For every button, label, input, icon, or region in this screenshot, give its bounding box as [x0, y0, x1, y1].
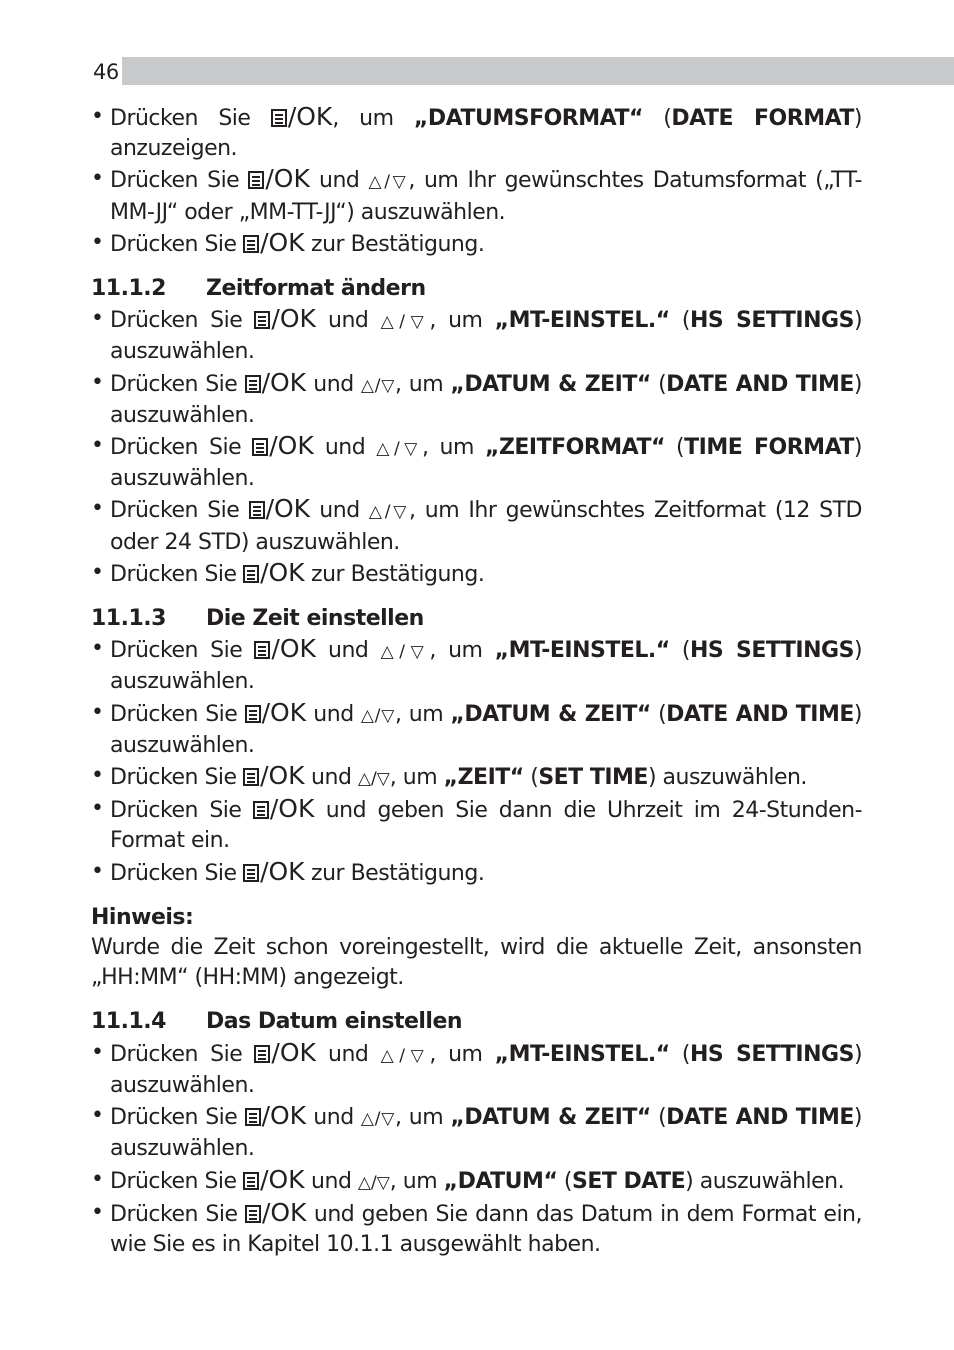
page-header-bar [91, 57, 954, 85]
menu-ok-icon: /OK [252, 431, 314, 463]
list-item: • Drücken Sie /OK und geben Sie dann das Datum in dem Format ein, wie Sie es in Kapitel 10.1.1 ausgewählt haben. [91, 1198, 862, 1260]
up-down-icon: △/▽ [357, 769, 390, 790]
list-item: • Drücken Sie /OK zur Bestätigung. [91, 558, 862, 590]
menu-ok-icon: /OK [254, 304, 316, 336]
menu-ok-icon: /OK [245, 1198, 307, 1230]
list-item: • Drücken Sie /OK und △/▽, um „DATUM“ (SET DATE) auszuwählen. [91, 1165, 862, 1198]
intro-list [91, 102, 862, 260]
menu-ok-icon: /OK [243, 228, 305, 260]
menu-ok-icon: /OK [248, 164, 310, 196]
section-list [91, 304, 862, 590]
document-body [91, 102, 862, 1260]
list-item: • Drücken Sie /OK und △/▽, um „DATUM & ZEIT“ (DATE AND TIME) auszuwählen. [91, 1101, 862, 1164]
menu-ok-icon: /OK [254, 634, 316, 666]
section-heading: 11.1.3 Die Zeit einstellen [91, 606, 424, 632]
list-item: • Drücken Sie /OK und geben Sie dann die Uhrzeit im 24-Stunden-Format ein. [91, 794, 862, 856]
menu-ok-icon: /OK [245, 368, 307, 400]
menu-ok-icon: /OK [271, 102, 333, 134]
menu-ok-icon: /OK [245, 1101, 307, 1133]
up-down-icon: △/▽ [376, 439, 422, 460]
menu-ok-icon: /OK [243, 761, 305, 793]
note-heading: Hinweis: [91, 904, 194, 930]
list-item: • Drücken Sie /OK zur Bestätigung. [91, 228, 862, 260]
up-down-icon: △/▽ [368, 172, 409, 193]
list-item: • Drücken Sie /OK und △/▽, um „MT-EINSTEL.“ (HS SETTINGS) auszuwählen. [91, 304, 862, 367]
section-list [91, 1038, 862, 1260]
section-heading: 11.1.4 Das Datum einstellen [91, 1009, 463, 1035]
up-down-icon: △/▽ [360, 705, 396, 726]
up-down-icon: △/▽ [380, 1045, 430, 1066]
list-item: • Drücken Sie /OK und △/▽, um „ZEITFORMAT“ (TIME FORMAT) auszuwählen. [91, 431, 862, 494]
up-down-icon: △/▽ [357, 1172, 390, 1193]
list-item: • Drücken Sie /OK zur Bestätigung. [91, 857, 862, 889]
section-heading: 11.1.2 Zeitformat ändern [91, 276, 426, 302]
menu-ok-icon: /OK [253, 794, 315, 826]
list-item: • Drücken Sie /OK und △/▽, um „MT-EINSTEL.“ (HS SETTINGS) auszuwählen. [91, 634, 862, 697]
up-down-icon: △/▽ [360, 375, 396, 396]
list-item: • Drücken Sie /OK, um „DATUMSFORMAT“ (DATE FORMAT) anzuzeigen. [91, 102, 862, 164]
list-item: • Drücken Sie /OK und △/▽, um Ihr gewünschtes Datumsformat („TT-MM-JJ“ oder „MM-TT-JJ“) auszuwählen. [91, 164, 862, 227]
up-down-icon: △/▽ [368, 502, 410, 523]
list-item: • Drücken Sie /OK und △/▽, um „ZEIT“ (SET TIME) auszuwählen. [91, 761, 862, 794]
list-item: • Drücken Sie /OK und △/▽, um „MT-EINSTEL.“ (HS SETTINGS) auszuwählen. [91, 1038, 862, 1101]
menu-ok-icon: /OK [254, 1038, 316, 1070]
up-down-icon: △/▽ [380, 642, 430, 663]
menu-ok-icon: /OK [243, 558, 305, 590]
list-item: • Drücken Sie /OK und △/▽, um Ihr gewünschtes Zeitformat (12 STD oder 24 STD) auszuwählen. [91, 494, 862, 557]
up-down-icon: △/▽ [380, 312, 430, 333]
page-number: 46 [91, 57, 122, 85]
section-list [91, 634, 862, 889]
menu-ok-icon: /OK [243, 857, 305, 889]
list-item: • Drücken Sie /OK und △/▽, um „DATUM & ZEIT“ (DATE AND TIME) auszuwählen. [91, 368, 862, 431]
menu-ok-icon: /OK [245, 698, 307, 730]
menu-ok-icon: /OK [243, 1165, 305, 1197]
up-down-icon: △/▽ [360, 1109, 396, 1130]
list-item: • Drücken Sie /OK und △/▽, um „DATUM & ZEIT“ (DATE AND TIME) auszuwählen. [91, 698, 862, 761]
note-text: Wurde die Zeit schon voreingestellt, wird die aktuelle Zeit, ansonsten „HH:MM“ (HH:MM) angezeigt. [91, 935, 862, 991]
menu-ok-icon: /OK [249, 494, 311, 526]
